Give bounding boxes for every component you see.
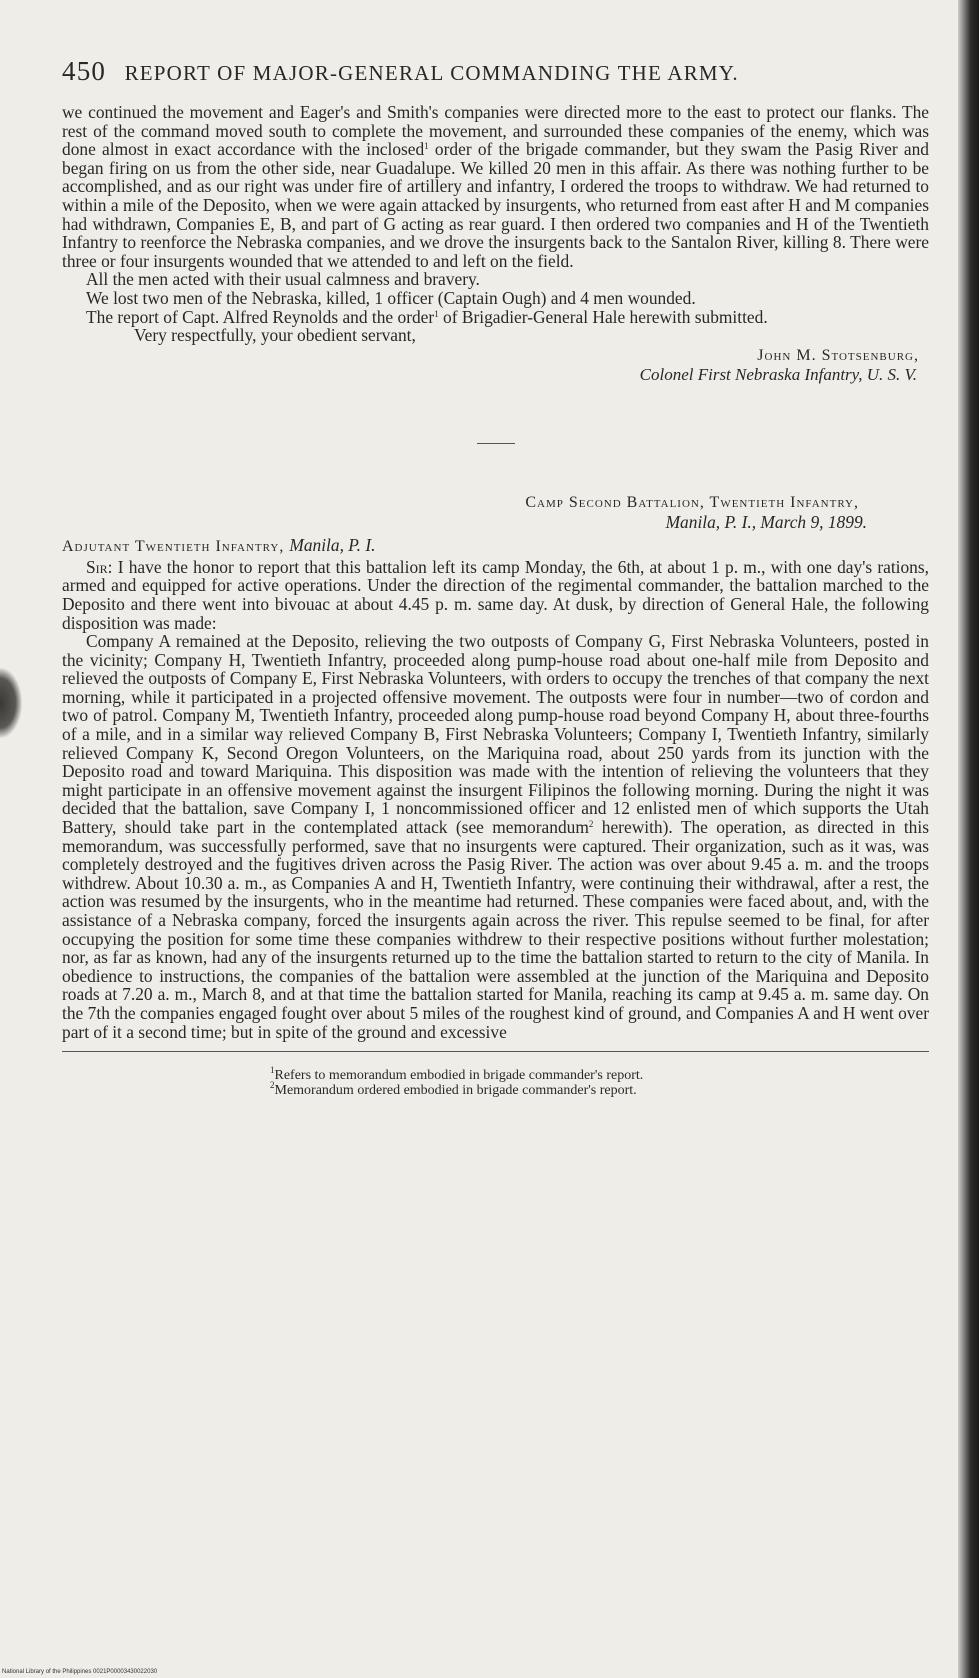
signature-name: John M. Stotsenburg,: [757, 346, 919, 364]
footnote-ref-1: 1: [424, 141, 429, 152]
page-binding-edge: [958, 0, 979, 1678]
salutation: Sir:: [86, 556, 113, 577]
page-content: [62, 56, 929, 1098]
footnote-2-mark: 2: [270, 1080, 275, 1091]
footnote-1: [62, 1065, 929, 1084]
footnote-1-mark: 1: [270, 1065, 275, 1076]
letter2-paragraph-1: [62, 558, 929, 632]
letter2-para1-text: I have the honor to report that this battalion left its camp Monday, the 6th, at about 1 p. m., with one day's rations, armed and equipped for active operations. Under the direction of the regimental commander, the battalion marched to the Deposito and there went into bivouac at about 4.45 p. m. same day. At dusk, by direction of General Hale, the following disposition was made:: [62, 556, 929, 633]
footnote-2: [62, 1080, 929, 1099]
letter2-camp-heading: Camp Second Battalion, Twentieth Infantry,: [525, 493, 859, 511]
running-header: [62, 56, 929, 87]
letter1-para1-text-b: order of the brigade commander, but they swam the Pasig River and began firing on us from the other side, near Guadalupe. We killed 20 men in this affair. As there was nothing further to be accomplished, and as our right was under fire of artillery and infantry, I ordered the troops to withdraw. We had returned to within a mile of the Deposito, when we were again attacked by insurgents, who returned from east after H and M companies had withdrawn, Companies E, B, and part of G acting as rear guard. I then ordered two companies and H of the Twentieth Infantry to reenforce the Nebraska companies, and we drove the insurgents back to the Santalon River, killing 8. There were three or four insurgents wounded that we attended to and left on the field.: [62, 139, 929, 271]
footnote-ref-1b: 1: [434, 308, 439, 319]
addressee-title: Adjutant Twentieth Infantry,: [62, 537, 285, 555]
letter1-para1-text-a: we continued the movement and Eager's and Smith's companies were directed more to the east to protect our flanks. The rest of the command moved south to complete the movement, and surrounded these companies of the enemy, which was done almost in exact accordance with the inclosed: [62, 102, 929, 160]
footnote-2-text: Memorandum ordered embodied in brigade commander's report.: [274, 1083, 637, 1099]
running-title: REPORT OF MAJOR-GENERAL COMMANDING THE ARMY.: [124, 61, 739, 85]
footnote-rule: [62, 1051, 929, 1052]
footnote-1-text: Refers to memorandum embodied in brigade commander's report.: [274, 1068, 644, 1084]
scan-tag: National Library of the Philippines 0021P00003430022030: [2, 1669, 158, 1675]
letter1-closing: Very respectfully, your obedient servant,: [134, 325, 416, 346]
letter1-paragraph-3: We lost two men of the Nebraska, killed, 1 officer (Captain Ough) and 4 men wounded.: [86, 287, 696, 308]
footnote-ref-2: 2: [588, 819, 594, 830]
section-divider: [477, 443, 515, 444]
letter2-addressee: [62, 535, 929, 556]
letter1-para4-text-b: of Brigadier-General Hale herewith submitted.: [438, 306, 768, 327]
page-number: 450: [62, 56, 107, 86]
letter1-paragraph-2: All the men acted with their usual calmness and bravery.: [86, 269, 480, 290]
letter2-para2-text-a: Company A remained at the Deposito, relieving the two outposts of Company G, First Nebraska Volunteers, posted in the vicinity; Company H, Twentieth Infantry, proceeded along pump-house road about one-half mile from Deposito and relieved the outposts of Company E, First Nebraska Volunteers, with orders to occupy the trenches of that company the next morning, while it participated in a projected offensive movement. The outposts were four in number—two of cordon and two of patrol. Company M, Twentieth Infantry, proceeded along pump-house road beyond Company H, about three-fourths of a mile, and in a similar way relieved Company B, First Nebraska Volunteers; Company I, Twentieth Infantry, similarly relieved Company K, Second Oregon Volunteers, on the Mariquina road, about 250 yards from its junction with the Deposito road and toward Mariquina. This disposition was made with the intention of relieving the volunteers that they might participate in an offensive movement against the insurgent Filipinos the following morning. During the night it was decided that the battalion, save Company I, 1 noncommissioned officer and 12 enlisted men of which supports the Utah Battery, should take part in the contemplated attack (see memorandum: [62, 631, 929, 838]
letter2-place-date: Manila, P. I., March 9, 1899.: [665, 511, 867, 532]
scanner-thumb-shadow: [0, 668, 22, 738]
letter1-paragraph-4: [62, 308, 929, 327]
letter2-paragraph-2: [62, 632, 929, 1041]
signature-title: Colonel First Nebraska Infantry, U. S. V.: [639, 364, 917, 384]
letter1-para4-text-a: The report of Capt. Alfred Reynolds and the order: [86, 306, 435, 327]
letter1-paragraph-1: [62, 103, 929, 270]
letter2-para2-text-b: herewith). The operation, as directed in this memorandum, was successfully performed, save that no insurgents were captured. Their organization, such as it was, was completely destroyed and the fugitives driven across the Pasig River. The action was over about 9.45 a. m. and the troops withdrew. About 10.30 a. m., as Companies A and H, Twentieth Infantry, were continuing their withdrawal, after a rest, the action was resumed by the insurgents, who in the meantime had returned. These companies were faced about, and, with the assistance of a Nebraska company, forced the insurgents again across the river. This repulse seemed to be final, for after occupying the position for some time these companies withdrew to their respective positions without further molestation; nor, as far as known, had any of the insurgents returned up to the time the battalion started to return to the city of Manila. In obedience to instructions, the companies of the battalion were assembled at the junction of the Mariquina and Deposito roads at 7.20 a. m., March 8, and at that time the battalion started for Manila, reaching its camp at 9.45 a. m. same day. On the 7th the companies engaged fought over about 5 miles of the roughest kind of ground, and Companies A and H went over part of it a second time; but in spite of the ground and excessive: [62, 817, 929, 1042]
addressee-place: Manila, P. I.: [289, 534, 376, 555]
